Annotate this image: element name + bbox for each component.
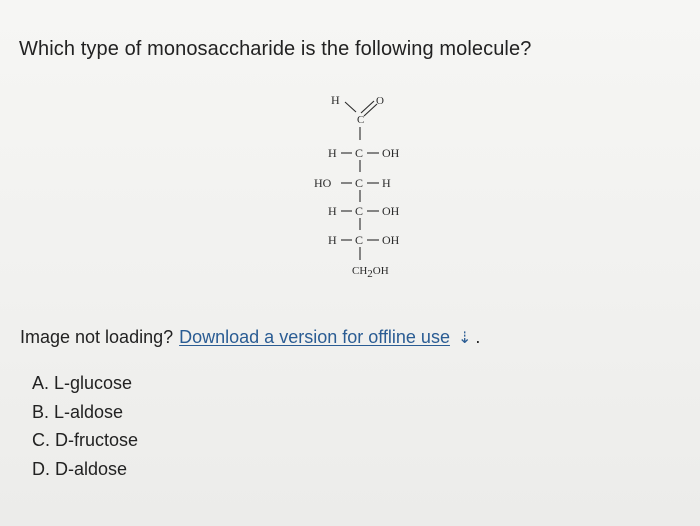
option-d[interactable]: D. D-aldose — [32, 458, 128, 479]
row3-left: H — [328, 204, 337, 218]
bond-h-c — [345, 102, 356, 112]
row1-left: H — [328, 146, 337, 160]
offline-notice — [20, 327, 480, 348]
option-c[interactable]: C. D-fructose — [32, 430, 139, 450]
bond-c-o-2 — [364, 104, 377, 116]
bottom-oh: OH — [372, 265, 389, 277]
row4-left: H — [328, 233, 337, 247]
bond-c-o-1 — [361, 101, 374, 113]
top-oxygen: O — [376, 95, 384, 107]
offline-period: . — [475, 327, 481, 347]
row4-carbon: C — [355, 233, 364, 247]
answer-options — [32, 372, 138, 486]
row2-left: HO — [314, 176, 332, 190]
download-arrow-icon[interactable]: ⇣ — [457, 330, 472, 347]
row3-carbon: C — [355, 204, 364, 218]
row2-carbon: C — [355, 176, 364, 190]
bottom-group — [352, 265, 389, 280]
row1-right: OH — [382, 146, 400, 160]
bottom-sub: 2 — [367, 268, 373, 280]
top-carbon: C — [357, 114, 365, 126]
row3-right: OH — [382, 204, 400, 218]
row1-carbon: C — [355, 146, 364, 160]
row4-right: OH — [382, 233, 400, 247]
offline-download-link[interactable]: Download a version for offline use — [179, 327, 450, 347]
option-a[interactable]: A. L-glucose — [32, 373, 133, 393]
row2-right: H — [382, 176, 391, 190]
bottom-ch: CH — [352, 265, 368, 277]
question-title: Which type of monosaccharide is the following molecule? — [19, 38, 532, 60]
option-b[interactable]: B. L-aldose — [32, 401, 124, 422]
offline-prompt: Image not loading? — [20, 327, 174, 347]
top-hydrogen: H — [331, 93, 340, 107]
